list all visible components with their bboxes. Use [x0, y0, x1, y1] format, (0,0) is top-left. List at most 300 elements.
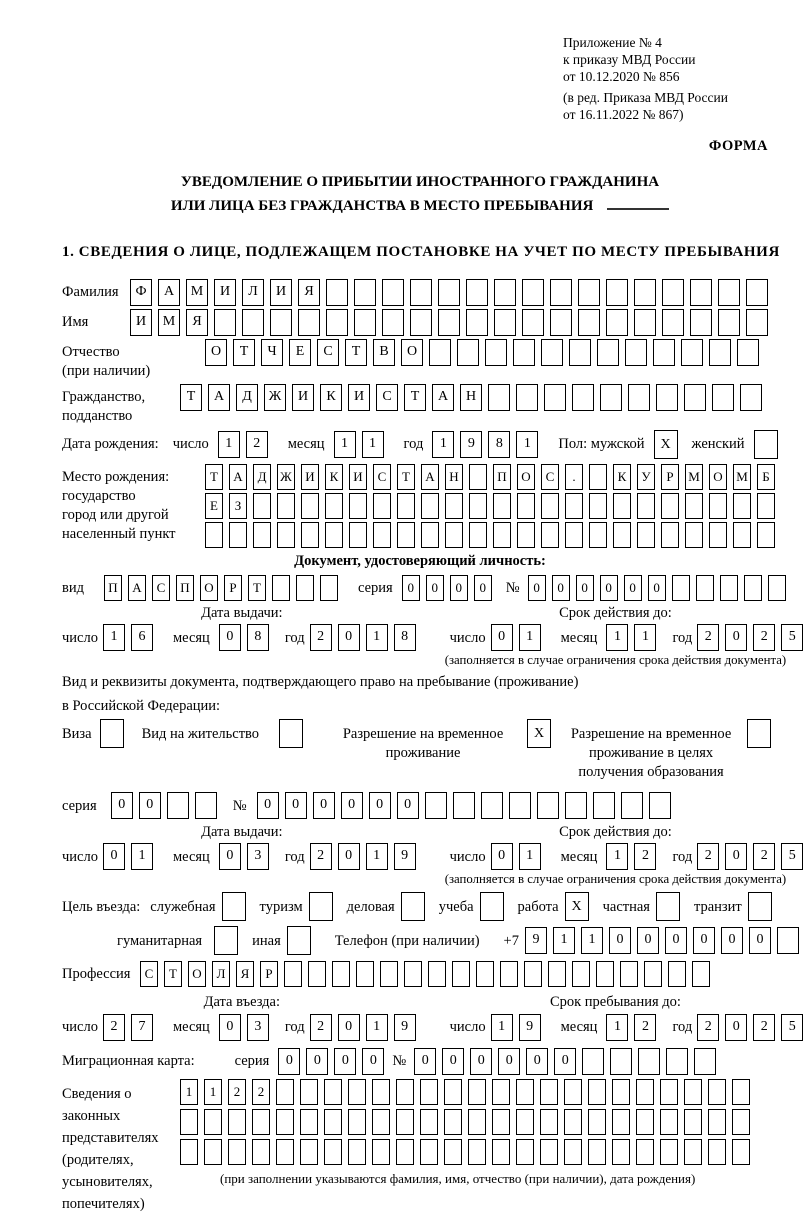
- char-cell[interactable]: [468, 1139, 486, 1165]
- char-cell[interactable]: [468, 1079, 486, 1105]
- char-cell[interactable]: [276, 1139, 294, 1165]
- char-cell[interactable]: [287, 926, 311, 955]
- char-cell[interactable]: [606, 309, 628, 336]
- char-cell[interactable]: [737, 339, 759, 366]
- char-cell[interactable]: С: [541, 464, 559, 490]
- char-cell[interactable]: 1: [581, 927, 603, 954]
- char-cell[interactable]: [469, 464, 487, 490]
- char-cell[interactable]: [480, 892, 504, 921]
- char-cell[interactable]: [308, 961, 326, 987]
- char-cell[interactable]: [373, 493, 391, 519]
- char-cell[interactable]: [469, 493, 487, 519]
- char-cell[interactable]: [662, 279, 684, 306]
- char-cell[interactable]: 0: [442, 1048, 464, 1075]
- char-cell[interactable]: [516, 1139, 534, 1165]
- char-cell[interactable]: [692, 961, 710, 987]
- char-cell[interactable]: 1: [366, 843, 388, 870]
- char-cell[interactable]: [540, 1109, 558, 1135]
- char-cell[interactable]: 5: [781, 1014, 803, 1041]
- char-cell[interactable]: [613, 522, 631, 548]
- char-cell[interactable]: Т: [397, 464, 415, 490]
- char-cell[interactable]: [466, 309, 488, 336]
- char-cell[interactable]: 1: [519, 843, 541, 870]
- char-cell[interactable]: 0: [498, 1048, 520, 1075]
- char-cell[interactable]: 2: [697, 1014, 719, 1041]
- char-cell[interactable]: [382, 309, 404, 336]
- char-cell[interactable]: [252, 1139, 270, 1165]
- char-cell[interactable]: [320, 575, 338, 601]
- char-cell[interactable]: 0: [725, 843, 747, 870]
- char-cell[interactable]: [620, 961, 638, 987]
- char-cell[interactable]: А: [158, 279, 180, 306]
- char-cell[interactable]: X: [565, 892, 589, 921]
- char-cell[interactable]: 0: [491, 624, 513, 651]
- char-cell[interactable]: [540, 1139, 558, 1165]
- char-cell[interactable]: Р: [224, 575, 242, 601]
- char-cell[interactable]: [476, 961, 494, 987]
- char-cell[interactable]: [684, 1139, 702, 1165]
- char-cell[interactable]: 0: [526, 1048, 548, 1075]
- char-cell[interactable]: [636, 1109, 654, 1135]
- char-cell[interactable]: Б: [757, 464, 775, 490]
- char-cell[interactable]: [660, 1139, 678, 1165]
- char-cell[interactable]: 9: [519, 1014, 541, 1041]
- char-cell[interactable]: [757, 493, 775, 519]
- char-cell[interactable]: [644, 961, 662, 987]
- char-cell[interactable]: 3: [247, 1014, 269, 1041]
- char-cell[interactable]: [690, 309, 712, 336]
- char-cell[interactable]: И: [348, 384, 370, 411]
- char-cell[interactable]: [569, 339, 591, 366]
- char-cell[interactable]: 1: [366, 624, 388, 651]
- char-cell[interactable]: [396, 1079, 414, 1105]
- char-cell[interactable]: 1: [334, 431, 356, 458]
- char-cell[interactable]: 0: [338, 843, 360, 870]
- char-cell[interactable]: [252, 1109, 270, 1135]
- char-cell[interactable]: 2: [634, 1014, 656, 1041]
- char-cell[interactable]: [690, 279, 712, 306]
- char-cell[interactable]: [524, 961, 542, 987]
- char-cell[interactable]: [541, 522, 559, 548]
- char-cell[interactable]: [404, 961, 422, 987]
- char-cell[interactable]: [356, 961, 374, 987]
- char-cell[interactable]: [420, 1139, 438, 1165]
- char-cell[interactable]: 2: [252, 1079, 270, 1105]
- char-cell[interactable]: [444, 1139, 462, 1165]
- char-cell[interactable]: 0: [552, 575, 570, 601]
- char-cell[interactable]: Я: [186, 309, 208, 336]
- char-cell[interactable]: И: [292, 384, 314, 411]
- char-cell[interactable]: [300, 1109, 318, 1135]
- char-cell[interactable]: [410, 279, 432, 306]
- char-cell[interactable]: 0: [665, 927, 687, 954]
- char-cell[interactable]: [517, 522, 535, 548]
- char-cell[interactable]: 0: [609, 927, 631, 954]
- char-cell[interactable]: 0: [219, 843, 241, 870]
- char-cell[interactable]: 0: [648, 575, 666, 601]
- char-cell[interactable]: [349, 522, 367, 548]
- char-cell[interactable]: [660, 1079, 678, 1105]
- char-cell[interactable]: К: [320, 384, 342, 411]
- char-cell[interactable]: И: [301, 464, 319, 490]
- char-cell[interactable]: [656, 892, 680, 921]
- char-cell[interactable]: [589, 522, 607, 548]
- char-cell[interactable]: 9: [394, 1014, 416, 1041]
- char-cell[interactable]: [777, 927, 799, 954]
- char-cell[interactable]: [661, 522, 679, 548]
- char-cell[interactable]: [204, 1109, 222, 1135]
- char-cell[interactable]: 1: [606, 624, 628, 651]
- char-cell[interactable]: [732, 1109, 750, 1135]
- char-cell[interactable]: [444, 1079, 462, 1105]
- char-cell[interactable]: С: [140, 961, 158, 987]
- char-cell[interactable]: [438, 279, 460, 306]
- char-cell[interactable]: 0: [721, 927, 743, 954]
- char-cell[interactable]: 0: [725, 1014, 747, 1041]
- char-cell[interactable]: Т: [248, 575, 266, 601]
- char-cell[interactable]: [636, 1139, 654, 1165]
- char-cell[interactable]: [349, 493, 367, 519]
- char-cell[interactable]: [578, 279, 600, 306]
- char-cell[interactable]: [425, 792, 447, 819]
- char-cell[interactable]: [301, 493, 319, 519]
- char-cell[interactable]: 3: [247, 843, 269, 870]
- char-cell[interactable]: [253, 493, 271, 519]
- char-cell[interactable]: [588, 1079, 606, 1105]
- char-cell[interactable]: 2: [103, 1014, 125, 1041]
- char-cell[interactable]: [242, 309, 264, 336]
- char-cell[interactable]: [544, 384, 566, 411]
- char-cell[interactable]: [354, 309, 376, 336]
- char-cell[interactable]: 0: [285, 792, 307, 819]
- char-cell[interactable]: П: [176, 575, 194, 601]
- char-cell[interactable]: [516, 384, 538, 411]
- char-cell[interactable]: 1: [606, 843, 628, 870]
- char-cell[interactable]: [582, 1048, 604, 1075]
- char-cell[interactable]: Т: [345, 339, 367, 366]
- char-cell[interactable]: [564, 1079, 582, 1105]
- char-cell[interactable]: [309, 892, 333, 921]
- char-cell[interactable]: 0: [554, 1048, 576, 1075]
- char-cell[interactable]: П: [493, 464, 511, 490]
- char-cell[interactable]: [732, 1079, 750, 1105]
- char-cell[interactable]: Р: [661, 464, 679, 490]
- char-cell[interactable]: [684, 1109, 702, 1135]
- char-cell[interactable]: 0: [725, 624, 747, 651]
- char-cell[interactable]: [509, 792, 531, 819]
- char-cell[interactable]: О: [200, 575, 218, 601]
- char-cell[interactable]: 1: [432, 431, 454, 458]
- char-cell[interactable]: И: [349, 464, 367, 490]
- char-cell[interactable]: [746, 279, 768, 306]
- char-cell[interactable]: Ж: [264, 384, 286, 411]
- char-cell[interactable]: [588, 1109, 606, 1135]
- char-cell[interactable]: 0: [600, 575, 618, 601]
- char-cell[interactable]: 0: [576, 575, 594, 601]
- char-cell[interactable]: И: [130, 309, 152, 336]
- char-cell[interactable]: [488, 384, 510, 411]
- char-cell[interactable]: [612, 1109, 630, 1135]
- char-cell[interactable]: [540, 1079, 558, 1105]
- char-cell[interactable]: [324, 1109, 342, 1135]
- char-cell[interactable]: [516, 1079, 534, 1105]
- char-cell[interactable]: 2: [310, 843, 332, 870]
- char-cell[interactable]: Л: [242, 279, 264, 306]
- char-cell[interactable]: 1: [519, 624, 541, 651]
- char-cell[interactable]: 0: [103, 843, 125, 870]
- char-cell[interactable]: [541, 493, 559, 519]
- char-cell[interactable]: К: [325, 464, 343, 490]
- char-cell[interactable]: [382, 279, 404, 306]
- char-cell[interactable]: А: [208, 384, 230, 411]
- char-cell[interactable]: 5: [781, 843, 803, 870]
- char-cell[interactable]: [637, 522, 655, 548]
- char-cell[interactable]: 9: [525, 927, 547, 954]
- char-cell[interactable]: [180, 1139, 198, 1165]
- char-cell[interactable]: 0: [624, 575, 642, 601]
- char-cell[interactable]: С: [317, 339, 339, 366]
- char-cell[interactable]: Л: [212, 961, 230, 987]
- char-cell[interactable]: [421, 522, 439, 548]
- char-cell[interactable]: [550, 309, 572, 336]
- char-cell[interactable]: [445, 522, 463, 548]
- char-cell[interactable]: [696, 575, 714, 601]
- char-cell[interactable]: [754, 430, 778, 459]
- char-cell[interactable]: [564, 1139, 582, 1165]
- char-cell[interactable]: [167, 792, 189, 819]
- char-cell[interactable]: [380, 961, 398, 987]
- char-cell[interactable]: [613, 493, 631, 519]
- char-cell[interactable]: [100, 719, 124, 748]
- char-cell[interactable]: [747, 719, 771, 748]
- char-cell[interactable]: [656, 384, 678, 411]
- char-cell[interactable]: [325, 522, 343, 548]
- char-cell[interactable]: 8: [247, 624, 269, 651]
- char-cell[interactable]: [492, 1109, 510, 1135]
- char-cell[interactable]: 1: [180, 1079, 198, 1105]
- char-cell[interactable]: Д: [253, 464, 271, 490]
- char-cell[interactable]: 1: [553, 927, 575, 954]
- char-cell[interactable]: 0: [111, 792, 133, 819]
- char-cell[interactable]: [672, 575, 690, 601]
- char-cell[interactable]: [684, 1079, 702, 1105]
- char-cell[interactable]: [718, 309, 740, 336]
- char-cell[interactable]: [660, 1109, 678, 1135]
- char-cell[interactable]: [494, 279, 516, 306]
- char-cell[interactable]: 1: [204, 1079, 222, 1105]
- char-cell[interactable]: М: [158, 309, 180, 336]
- char-cell[interactable]: 1: [103, 624, 125, 651]
- char-cell[interactable]: X: [527, 719, 551, 748]
- char-cell[interactable]: 0: [257, 792, 279, 819]
- char-cell[interactable]: 0: [306, 1048, 328, 1075]
- char-cell[interactable]: [253, 522, 271, 548]
- char-cell[interactable]: 0: [278, 1048, 300, 1075]
- char-cell[interactable]: [332, 961, 350, 987]
- char-cell[interactable]: О: [517, 464, 535, 490]
- char-cell[interactable]: [485, 339, 507, 366]
- char-cell[interactable]: И: [214, 279, 236, 306]
- char-cell[interactable]: [372, 1139, 390, 1165]
- char-cell[interactable]: [372, 1079, 390, 1105]
- char-cell[interactable]: 0: [397, 792, 419, 819]
- char-cell[interactable]: З: [229, 493, 247, 519]
- char-cell[interactable]: [522, 309, 544, 336]
- char-cell[interactable]: 0: [139, 792, 161, 819]
- char-cell[interactable]: С: [373, 464, 391, 490]
- char-cell[interactable]: 0: [334, 1048, 356, 1075]
- char-cell[interactable]: 1: [634, 624, 656, 651]
- char-cell[interactable]: [229, 522, 247, 548]
- char-cell[interactable]: [541, 339, 563, 366]
- char-cell[interactable]: 2: [310, 624, 332, 651]
- char-cell[interactable]: В: [373, 339, 395, 366]
- char-cell[interactable]: [708, 1109, 726, 1135]
- char-cell[interactable]: 0: [491, 843, 513, 870]
- char-cell[interactable]: [612, 1079, 630, 1105]
- char-cell[interactable]: [272, 575, 290, 601]
- char-cell[interactable]: Ф: [130, 279, 152, 306]
- char-cell[interactable]: [466, 279, 488, 306]
- char-cell[interactable]: [634, 279, 656, 306]
- char-cell[interactable]: 7: [131, 1014, 153, 1041]
- char-cell[interactable]: [740, 384, 762, 411]
- char-cell[interactable]: [550, 279, 572, 306]
- char-cell[interactable]: [653, 339, 675, 366]
- char-cell[interactable]: [708, 1079, 726, 1105]
- char-cell[interactable]: А: [432, 384, 454, 411]
- char-cell[interactable]: [513, 339, 535, 366]
- char-cell[interactable]: [522, 279, 544, 306]
- char-cell[interactable]: [401, 892, 425, 921]
- char-cell[interactable]: [733, 522, 751, 548]
- char-cell[interactable]: [222, 892, 246, 921]
- char-cell[interactable]: А: [229, 464, 247, 490]
- char-cell[interactable]: И: [270, 279, 292, 306]
- char-cell[interactable]: А: [128, 575, 146, 601]
- char-cell[interactable]: [732, 1139, 750, 1165]
- char-cell[interactable]: М: [186, 279, 208, 306]
- char-cell[interactable]: [410, 309, 432, 336]
- char-cell[interactable]: [279, 719, 303, 748]
- char-cell[interactable]: 0: [450, 575, 468, 601]
- char-cell[interactable]: [661, 493, 679, 519]
- char-cell[interactable]: Е: [205, 493, 223, 519]
- char-cell[interactable]: 0: [637, 927, 659, 954]
- char-cell[interactable]: Т: [180, 384, 202, 411]
- char-cell[interactable]: [733, 493, 751, 519]
- char-cell[interactable]: [565, 792, 587, 819]
- char-cell[interactable]: 1: [218, 431, 240, 458]
- char-cell[interactable]: [372, 1109, 390, 1135]
- char-cell[interactable]: [214, 309, 236, 336]
- char-cell[interactable]: [326, 279, 348, 306]
- char-cell[interactable]: [493, 493, 511, 519]
- char-cell[interactable]: [270, 309, 292, 336]
- char-cell[interactable]: [621, 792, 643, 819]
- char-cell[interactable]: 0: [362, 1048, 384, 1075]
- char-cell[interactable]: [636, 1079, 654, 1105]
- char-cell[interactable]: 0: [426, 575, 444, 601]
- char-cell[interactable]: [709, 339, 731, 366]
- char-cell[interactable]: У: [637, 464, 655, 490]
- char-cell[interactable]: Д: [236, 384, 258, 411]
- char-cell[interactable]: 1: [491, 1014, 513, 1041]
- char-cell[interactable]: [457, 339, 479, 366]
- char-cell[interactable]: Ж: [277, 464, 295, 490]
- char-cell[interactable]: [718, 279, 740, 306]
- char-cell[interactable]: М: [733, 464, 751, 490]
- char-cell[interactable]: [481, 792, 503, 819]
- char-cell[interactable]: Т: [205, 464, 223, 490]
- char-cell[interactable]: X: [654, 430, 678, 459]
- char-cell[interactable]: [195, 792, 217, 819]
- char-cell[interactable]: [493, 522, 511, 548]
- char-cell[interactable]: О: [709, 464, 727, 490]
- char-cell[interactable]: [589, 464, 607, 490]
- char-cell[interactable]: [205, 522, 223, 548]
- char-cell[interactable]: [712, 384, 734, 411]
- char-cell[interactable]: 9: [394, 843, 416, 870]
- char-cell[interactable]: [445, 493, 463, 519]
- char-cell[interactable]: [685, 522, 703, 548]
- char-cell[interactable]: [325, 493, 343, 519]
- char-cell[interactable]: Т: [164, 961, 182, 987]
- char-cell[interactable]: Т: [404, 384, 426, 411]
- char-cell[interactable]: [757, 522, 775, 548]
- char-cell[interactable]: 0: [474, 575, 492, 601]
- char-cell[interactable]: [649, 792, 671, 819]
- char-cell[interactable]: Я: [236, 961, 254, 987]
- char-cell[interactable]: [396, 1109, 414, 1135]
- char-cell[interactable]: [204, 1139, 222, 1165]
- char-cell[interactable]: 0: [219, 624, 241, 651]
- char-cell[interactable]: [277, 493, 295, 519]
- char-cell[interactable]: 0: [313, 792, 335, 819]
- char-cell[interactable]: [276, 1079, 294, 1105]
- char-cell[interactable]: [720, 575, 738, 601]
- char-cell[interactable]: [638, 1048, 660, 1075]
- char-cell[interactable]: 0: [402, 575, 420, 601]
- char-cell[interactable]: [452, 961, 470, 987]
- char-cell[interactable]: [768, 575, 786, 601]
- char-cell[interactable]: [684, 384, 706, 411]
- char-cell[interactable]: [537, 792, 559, 819]
- char-cell[interactable]: [666, 1048, 688, 1075]
- char-cell[interactable]: [548, 961, 566, 987]
- char-cell[interactable]: [397, 493, 415, 519]
- char-cell[interactable]: Я: [298, 279, 320, 306]
- char-cell[interactable]: [593, 792, 615, 819]
- char-cell[interactable]: [516, 1109, 534, 1135]
- char-cell[interactable]: [572, 961, 590, 987]
- char-cell[interactable]: [746, 309, 768, 336]
- char-cell[interactable]: [517, 493, 535, 519]
- char-cell[interactable]: [564, 1109, 582, 1135]
- char-cell[interactable]: [494, 309, 516, 336]
- char-cell[interactable]: [180, 1109, 198, 1135]
- char-cell[interactable]: [284, 961, 302, 987]
- char-cell[interactable]: [694, 1048, 716, 1075]
- char-cell[interactable]: [637, 493, 655, 519]
- char-cell[interactable]: П: [104, 575, 122, 601]
- char-cell[interactable]: [500, 961, 518, 987]
- char-cell[interactable]: [610, 1048, 632, 1075]
- char-cell[interactable]: 2: [697, 624, 719, 651]
- char-cell[interactable]: [276, 1109, 294, 1135]
- char-cell[interactable]: О: [188, 961, 206, 987]
- char-cell[interactable]: [565, 493, 583, 519]
